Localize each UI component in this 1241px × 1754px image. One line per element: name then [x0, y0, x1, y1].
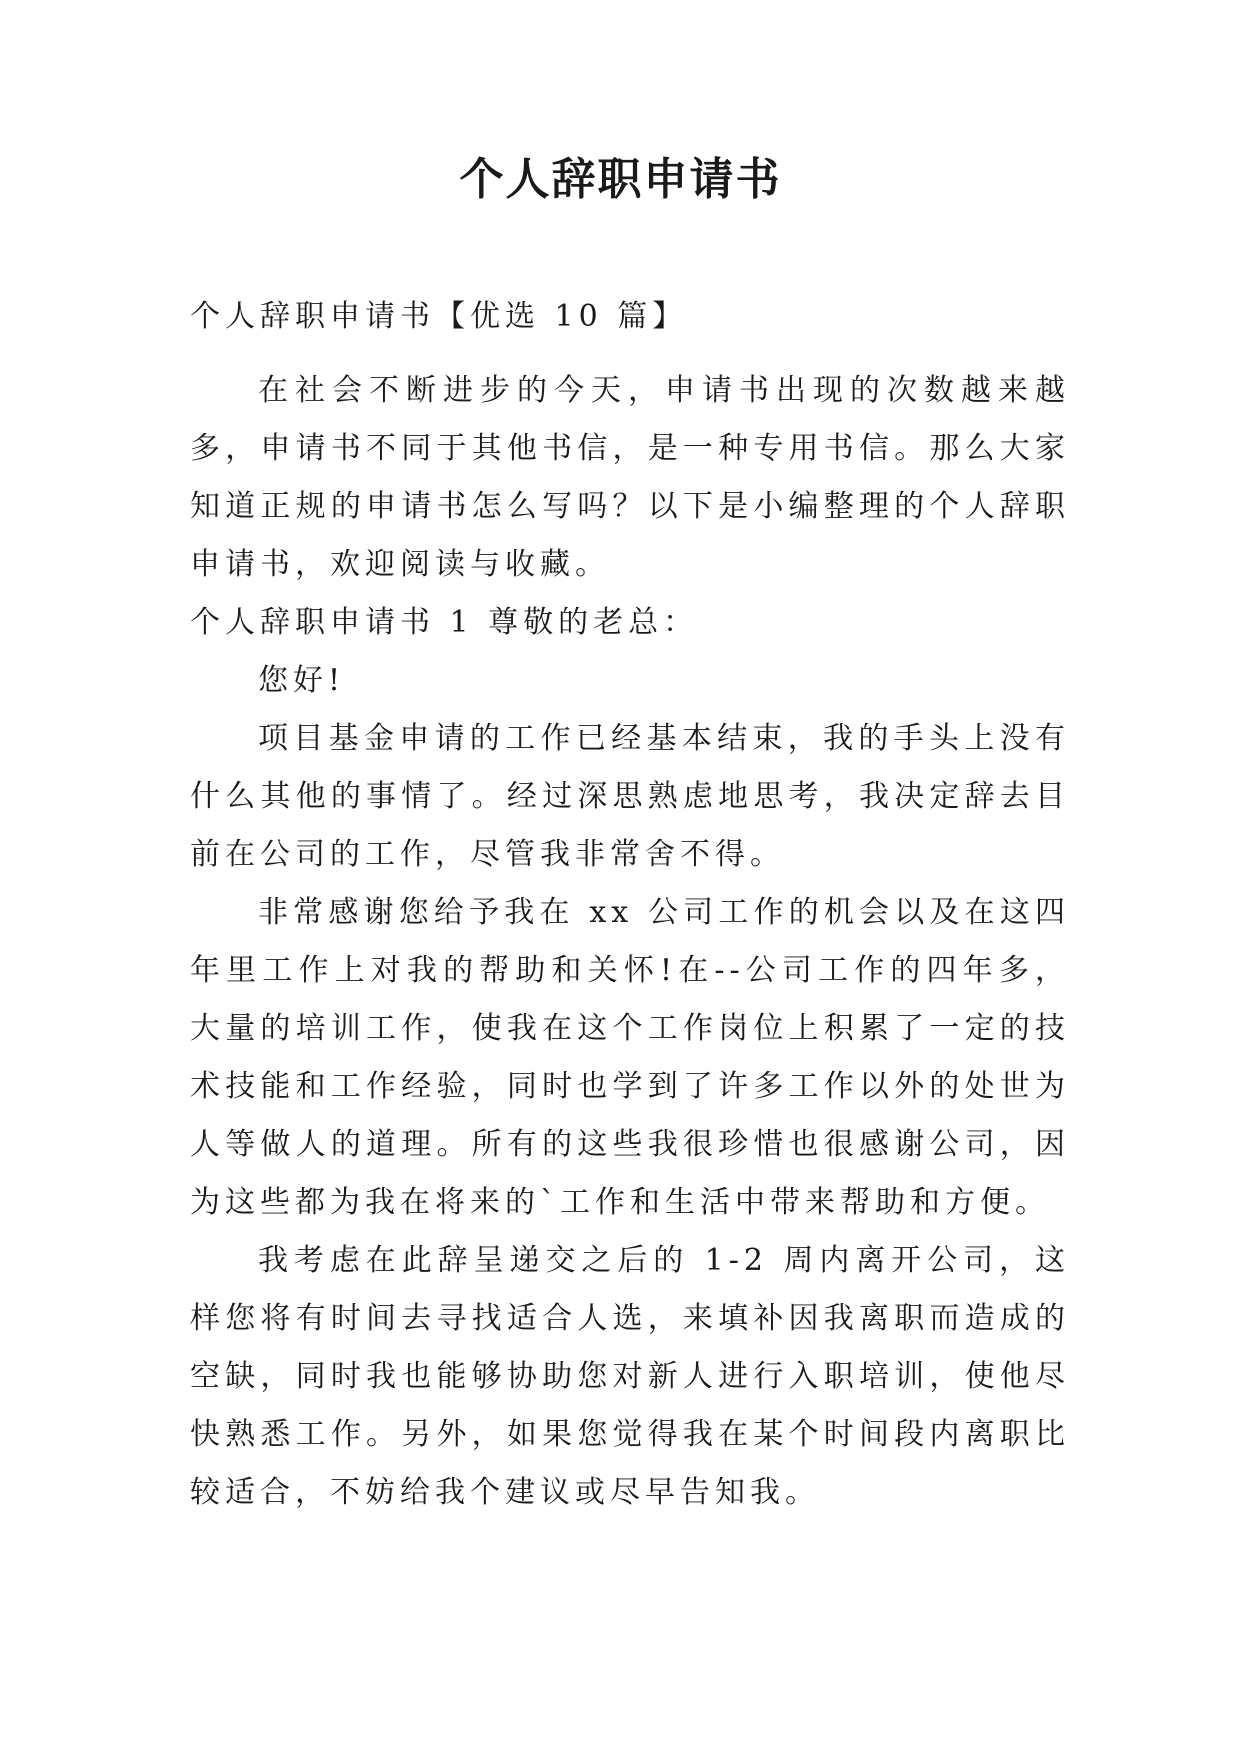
body-paragraph: 非常感谢您给予我在 xx 公司工作的机会以及在这四年里工作上对我的帮助和关怀!在--公司工作的四年多，大量的培训工作，使我在这个工作岗位上积累了一定的技术技能和工作经验，同时也学到了许多工作以外的处世为人等做人的道理。所有的这些我很珍惜也很感谢公司，因为这些都为我在将来的`工作和生活中带来帮助和方便。: [190, 895, 1070, 1220]
body-paragraph: 我考虑在此辞呈递交之后的 1-2 周内离开公司，这样您将有时间去寻找适合人选，来填补因我离职而造成的空缺，同时我也能够协助您对新人进行入职培训，使他尽快熟悉工作。另外，如果您觉得我在某个时间段内离职比较适合，不妨给我个建议或尽早告知我。: [190, 1243, 1070, 1510]
document-subtitle: 个人辞职申请书【优选 10 篇】: [190, 299, 688, 334]
letter-greeting: 您好!: [258, 663, 346, 698]
document-title: 个人辞职申请书: [459, 154, 782, 205]
document-body: [190, 362, 1070, 1522]
letter-heading: 个人辞职申请书 1 尊敬的老总：: [190, 605, 699, 640]
intro-paragraph: 在社会不断进步的今天，申请书出现的次数越来越多，申请书不同于其他书信，是一种专用书信。那么大家知道正规的申请书怎么写吗？以下是小编整理的个人辞职申请书，欢迎阅读与收藏。: [190, 373, 1070, 582]
body-paragraph: 项目基金申请的工作已经基本结束，我的手头上没有什么其他的事情了。经过深思熟虑地思考，我决定辞去目前在公司的工作，尽管我非常舍不得。: [190, 721, 1070, 872]
